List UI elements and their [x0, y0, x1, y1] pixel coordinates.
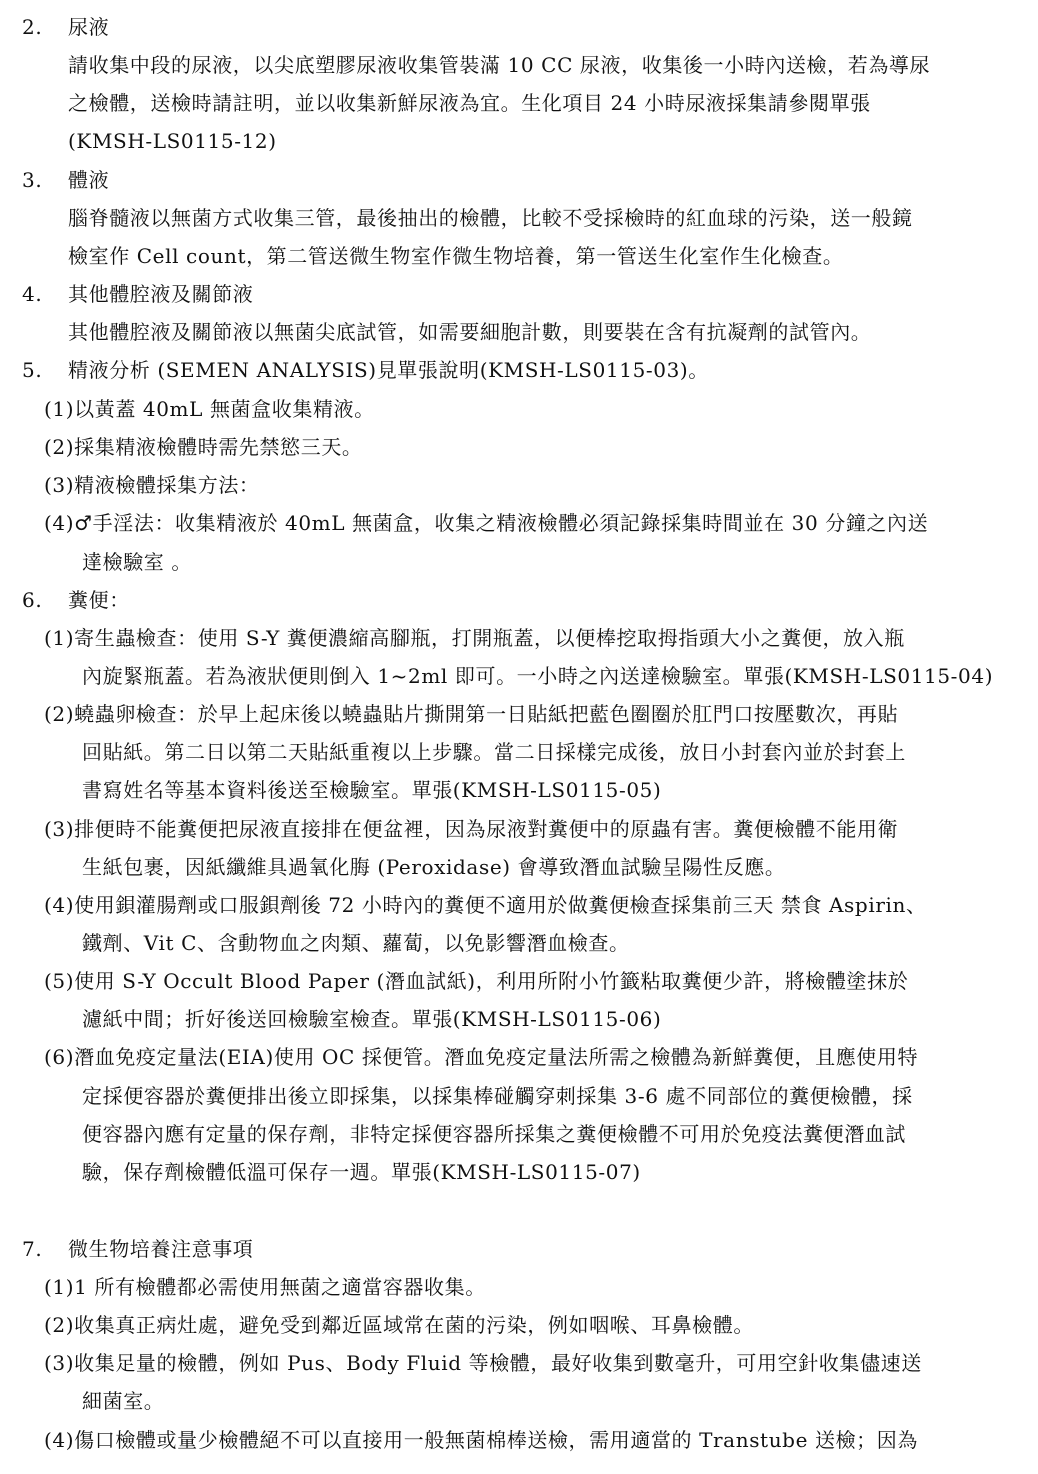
text-line: (1)1 所有檢體都必需使用無菌之適當容器收集。	[44, 1275, 486, 1299]
text-line: 細菌室。	[82, 1389, 165, 1413]
section-number: 5.	[22, 358, 43, 382]
text-line: 書寫姓名等基本資料後送至檢驗室。單張(KMSH-LS0115-05)	[82, 778, 662, 802]
text-line: (3)收集足量的檢體，例如 Pus、Body Fluid 等檢體，最好收集到數毫升，可用空針收集儘速送	[44, 1351, 922, 1375]
text-line: (5)使用 S-Y Occult Blood Paper (潛血試紙)，利用所附小竹籤粘取糞便少許，將檢體塗抹於	[44, 969, 909, 993]
section-title: 糞便：	[68, 588, 130, 612]
text-line: (3)排便時不能糞便把尿液直接排在便盆裡，因為尿液對糞便中的原蟲有害。糞便檢體不能用衛	[44, 817, 899, 841]
text-line: (2)收集真正病灶處，避免受到鄰近區域常在菌的污染，例如咽喉、耳鼻檢體。	[44, 1313, 754, 1337]
section-title: 體液	[68, 168, 110, 192]
text-line: 鐵劑、Vit C、含動物血之肉類、蘿蔔，以免影響潛血檢查。	[82, 931, 630, 955]
section-number: 7.	[22, 1237, 43, 1261]
text-line: 腦脊髓液以無菌方式收集三管，最後抽出的檢體，比較不受採檢時的紅血球的污染，送一般鏡	[68, 206, 913, 230]
text-line: (1)以黃蓋 40mL 無菌盒收集精液。	[44, 397, 375, 421]
text-line: (2)蟯蟲卵檢查：於早上起床後以蟯蟲貼片撕開第一日貼紙把藍色圈圈於肛門口按壓數次，再貼	[44, 702, 899, 726]
section-number: 6.	[22, 588, 43, 612]
text-line: 驗，保存劑檢體低溫可保存一週。單張(KMSH-LS0115-07)	[82, 1160, 641, 1184]
text-line: (4)♂手淫法：收集精液於 40mL 無菌盒，收集之精液檢體必須記錄採集時間並在 30 分鐘之內送	[44, 511, 929, 535]
section-number: 3.	[22, 168, 43, 192]
section-number: 2.	[22, 15, 43, 39]
section-title: 微生物培養注意事項	[68, 1237, 254, 1261]
text-line: 回貼紙。第二日以第二天貼紙重複以上步驟。當二日採樣完成後，放日小封套內並於封套上	[82, 740, 906, 764]
text-line: 定採便容器於糞便排出後立即採集，以採集棒碰觸穿刺採集 3-6 處不同部位的糞便檢體，採	[82, 1084, 913, 1108]
text-line: 檢室作 Cell count，第二管送微生物室作微生物培養，第一管送生化室作生化檢查。	[68, 244, 844, 268]
text-line: 請收集中段的尿液，以尖底塑膠尿液收集管裝滿 10 CC 尿液，收集後一小時內送檢，若為導尿	[68, 53, 931, 77]
text-line: (4)傷口檢體或量少檢體絕不可以直接用一般無菌棉棒送檢，需用適當的 Transtube 送檢；因為	[44, 1428, 918, 1452]
text-line: 之檢體，送檢時請註明，並以收集新鮮尿液為宜。生化項目 24 小時尿液採集請參閱單張	[68, 91, 871, 115]
text-line: 內旋緊瓶蓋。若為液狀便則倒入 1~2ml 即可。一小時之內送達檢驗室。單張(KMSH-LS0115-04)	[82, 664, 994, 688]
section-title: 其他體腔液及關節液	[68, 282, 254, 306]
text-line: (1)寄生蟲檢查：使用 S-Y 糞便濃縮高腳瓶，打開瓶蓋，以便棒挖取拇指頭大小之糞便，放入瓶	[44, 626, 905, 650]
text-line: (6)潛血免疫定量法(EIA)使用 OC 採便管。潛血免疫定量法所需之檢體為新鮮糞便，且應使用特	[44, 1045, 919, 1069]
text-line: 便容器內應有定量的保存劑，非特定採便容器所採集之糞便檢體不可用於免疫法糞便潛血試	[82, 1122, 906, 1146]
text-line: 生紙包裹，因紙纖維具過氧化脢 (Peroxidase) 會導致潛血試驗呈陽性反應。	[82, 855, 786, 879]
section-title: 精液分析 (SEMEN ANALYSIS)見單張說明(KMSH-LS0115-03)。	[68, 358, 709, 382]
text-line: (KMSH-LS0115-12)	[68, 129, 277, 153]
section-title: 尿液	[68, 15, 110, 39]
text-line: 其他體腔液及關節液以無菌尖底試管，如需要細胞計數，則要裝在含有抗凝劑的試管內。	[68, 320, 872, 344]
text-line: 濾紙中間；折好後送回檢驗室檢查。單張(KMSH-LS0115-06)	[82, 1007, 662, 1031]
text-line: 達檢驗室 。	[82, 550, 192, 574]
text-line: (3)精液檢體採集方法：	[44, 473, 260, 497]
section-number: 4.	[22, 282, 43, 306]
text-line: (4)使用鋇灌腸劑或口服鋇劑後 72 小時內的糞便不適用於做糞便檢查採集前三天 禁食 Aspirin、	[44, 893, 927, 917]
text-line: (2)採集精液檢體時需先禁慾三天。	[44, 435, 363, 459]
